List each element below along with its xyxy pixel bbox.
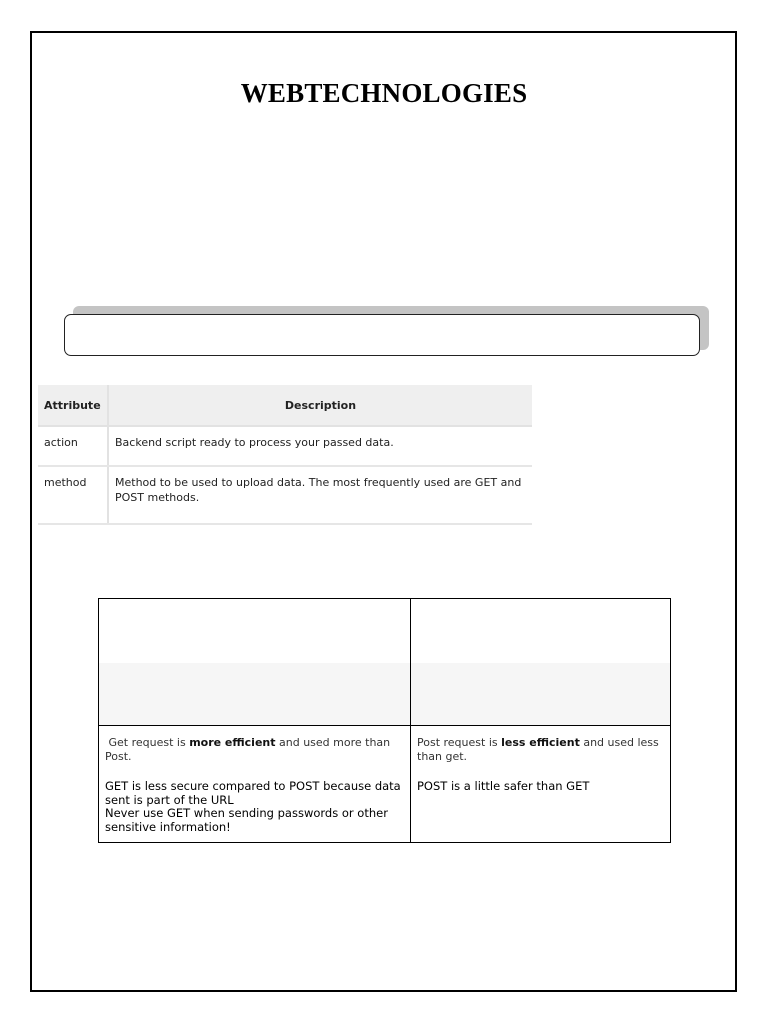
page-title: WEBTECHNOLOGIES bbox=[240, 78, 528, 108]
table-row bbox=[38, 426, 532, 466]
get-efficiency-text: Get request is more efficient and used more than Post. bbox=[105, 736, 391, 763]
description-cell: Method to be used to upload data. The most frequently used are GET and POST methods. bbox=[108, 466, 532, 524]
section-banner bbox=[64, 314, 700, 356]
description-cell: Backend script ready to process your passed data. bbox=[108, 426, 532, 466]
post-header-cell bbox=[411, 599, 671, 726]
post-efficiency-text: Post request is less efficient and used less than get. bbox=[417, 736, 659, 763]
form-attributes-table bbox=[38, 385, 532, 525]
attribute-cell: method bbox=[38, 466, 108, 524]
table-row bbox=[38, 466, 532, 524]
get-vs-post-table bbox=[98, 598, 671, 843]
attribute-cell: action bbox=[38, 426, 108, 466]
post-cell bbox=[411, 726, 671, 843]
column-header-description: Description bbox=[108, 385, 532, 426]
get-cell bbox=[99, 726, 411, 843]
get-security-text-1: GET is less secure compared to POST because data sent is part of the URL bbox=[105, 779, 401, 807]
comparison-header-row bbox=[99, 599, 671, 726]
table-header-row bbox=[38, 385, 532, 426]
get-security-text-2: Never use GET when sending passwords or other sensitive information! bbox=[105, 806, 388, 834]
post-security-text: POST is a little safer than GET bbox=[417, 779, 590, 793]
get-header-cell bbox=[99, 599, 411, 726]
column-header-attribute: Attribute bbox=[38, 385, 108, 426]
comparison-body-row bbox=[99, 726, 671, 843]
